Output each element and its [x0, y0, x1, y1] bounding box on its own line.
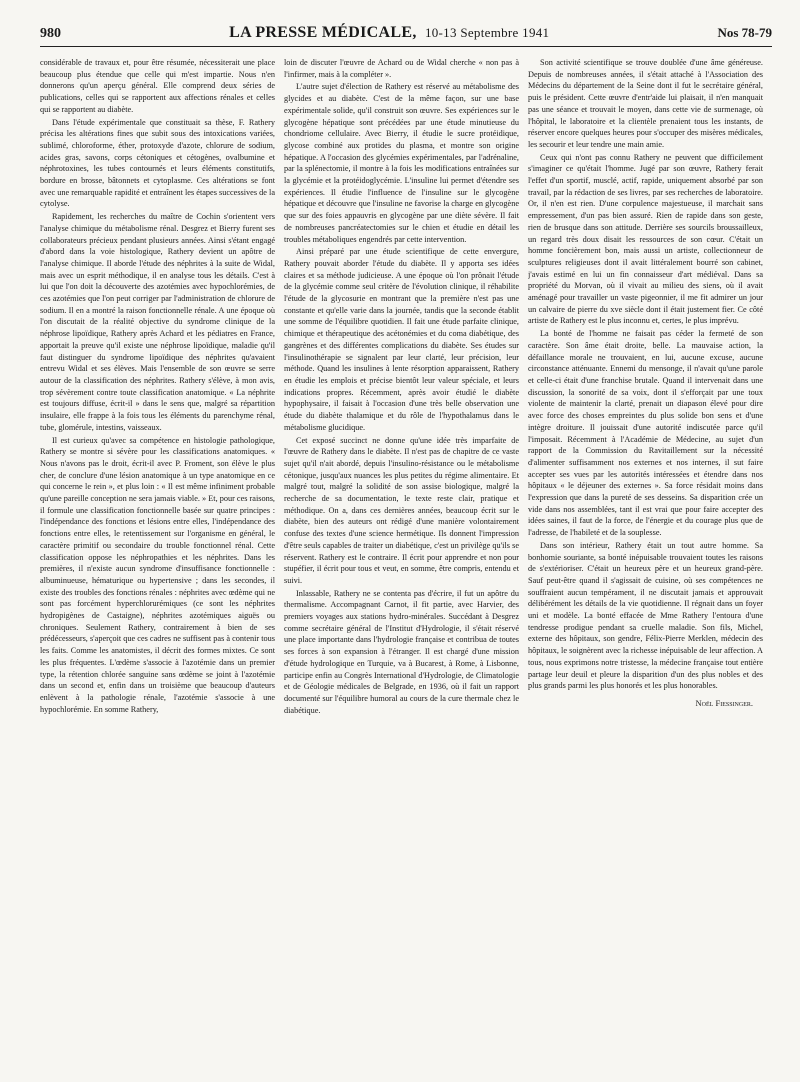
column-1 [40, 57, 275, 1062]
paragraph: considérable de travaux et, pour être résumée, nécessiterait une place beaucoup plus étendue que celle qui m'est impartie. Nous n'en donnerons qu'un aperçu général. Elle comprend deux séries de publications, celles qui se rapportent aux affections rénales et celles qui se rapportent au diabète. [40, 58, 275, 114]
paragraph: Dans l'étude expérimentale que constituait sa thèse, F. Rathery précisa les altérations fines que subit sous des intoxications variées, sublimé, chloroforme, éther, protoxyde d'azote, chlorure de sodium, acides gras, savons, corps cétoniques et cétogènes, ovalbumine et néphrotoxines, les tubes contournés et leurs éléments constitutifs, bordure en brosse, bâtonnets et cytoplasme. Ces altérations se font avec une remarquable rapidité et entraînent les étapes successives de la cytolyse. [40, 117, 275, 209]
journal-masthead [229, 24, 549, 42]
article-body [40, 57, 772, 1062]
paragraph: La bonté de l'homme ne faisait pas céder la fermeté de son caractère. Son âme était droite, belle. La mauvaise action, la défaillance morale ne trouvaient, en lui, aucune excuse, aucune circonstance atténuante. Ennemi du mensonge, il n'avait qu'une parole et celle-ci était d'une franchise brutale. Quand il intervenait dans une discussion, la sonorité de sa voix, dont il s'efforçait par une toux violente de maintenir la clarté, prenait un diapason élevé pour dire avec force des choses empreintes du plus solide bon sens et d'une intègre droiture. Il jouissait d'une autorité indiscutée parce qu'il l'imposait. Récemment à l'Académie de Médecine, au sujet d'un rapport de la Commission du Ravitaillement sur la nécessité d'alimenter suffisamment nos externes et nos internes, il sut faire accepter ses vues par les autorités intéressées et étendre dans nos hôpitaux « le déjeuner des externes ». Sa force résidait moins dans l'expression que dans la pureté de ses desseins. Sa disparition crée un vide dans nos assemblées, tant il est vrai que pour faire accepter des idées saines, il faut de la force, de l'énergie et du courage plus que de l'adresse, de l'habileté et de la souplesse. [528, 329, 763, 538]
issue-number: Nos 78-79 [717, 25, 772, 40]
page-header [40, 24, 772, 47]
column-3 [528, 57, 763, 1062]
page-number: 980 [40, 26, 61, 41]
paragraph: L'autre sujet d'élection de Rathery est réservé au métabolisme des glycides et au diabète. C'est de la même façon, sur une base expérimentale solide, qu'il construit son œuvre. Ses expériences sur le glycogène hépatique sont précédées par une étude minutieuse du chondriome cellulaire. Avec Bierry, il étudie le sucre protéidique, glycose combiné aux protides du plasma, et montre son origine hépatique. A l'occasion des glycémies expérimentales, par l'adrénaline, par la splénectomie, il montre à la fois les modifications entraînées sur la glycémie et la protéidoglycémie. L'insuline lui permet d'étendre ses expériences. Il étudie l'influence de l'insuline sur le glycogène hépatique et découvre que l'insuline ne favorise la charge en glycogène que sur des foies appauvris en glycogène par une diète sévère. Il fait de nombreuses pancréatectomies sur le chien et étudie en détail les troubles métaboliques engendrés par cette intervention. [284, 82, 519, 244]
paragraph: Inlassable, Rathery ne se contenta pas d'écrire, il fut un apôtre du thermalisme. Accompagnant Carnot, il fit partie, avec Harvier, des premiers voyages aux stations hydro-minérales. Succédant à Desgrez comme secrétaire général de l'Institut d'Hydrologie, il s'était réservé une place importante dans l'hydrologie française et contribua de toutes ses forces à son expansion à l'étranger. Il est chargé d'une mission d'étude hydrologique en Turquie, va à Bucarest, à Rome, à Lisbonne, participe enfin au Congrès International d'Hydrologie, de Climatologie et de Géologie médicales de Belgrade, en 1936, où il fait un rapport documenté sur l'équilibre humoral au cours de la cure thermale chez le diabétique. [284, 588, 519, 715]
paragraph: Il est curieux qu'avec sa compétence en histologie pathologique, Rathery se montre si sévère pour les classifications anatomiques. « Nous n'avons pas le droit, écrit-il avec P. Froment, son élève le plus cher, de conclure d'une lésion anatomique à un type anatomique en ce qui concerne le rein », et plus loin : « Il est même infiniment probable qu'une pareille conception ne sera jamais viable. » Et, pour ces raisons, il formule une classification fonctionnelle basée sur quatre principes : l'indépendance des fonctions et lésions entre elles, l'indépendance des fonctions entre elles, le retentissement sur l'organisme en général, le caractère primitif ou secondaire du trouble fonctionnel rénal. Cette classification oppose les néphropathies et les néphrites. Dans les premières, il n'existe aucun syndrome d'insuffisance fonctionnelle : albuminueuse, hématurique ou hypertensive ; dans les secondes, il existe des troubles des fonctions rénales : néphrites avec œdème qui ne sont pas forcément hyperchlorurémiques (ce sont les néphrites hydropigènes de Castaigne), néphrites azotémiques aiguës ou chroniques. Seulement Rathery, contrairement à bien de ses prédécesseurs, s'aperçoit que ces cadres ne suffisent pas à contenir tous les faits. Comme les anatomistes, il décrit des formes mixtes. Ce sont les plus fréquentes. L'œdème s'associe à l'azotémie dans un premier type, la rétention chlorée sanguine sans œdème se joint à l'azotémie dans un second et, enfin dans un troisième que beaucoup d'auteurs enlèvent à la pathologie rénale, l'azotémie s'associe à une hypochlorémie. En somme Rathery, [40, 435, 275, 714]
paragraph: Son activité scientifique se trouve doublée d'une âme généreuse. Depuis de nombreuses années, il s'était attaché à l'Association des Médecins du département de la Seine dont il fut le secrétaire général, puis le président. Cette œuvre d'entr'aide lui plaisait, il n'en manquait pas une séance et trouvait le moyen, dans cette vie de surmenage, où l'hôpital, le laboratoire et la clientèle prenaient tous les instants, de réserver encore quelques heures pour s'occuper des misères médicales, les secourir et leur tendre une main amie. [528, 58, 763, 149]
paragraph: loin de discuter l'œuvre de Achard ou de Widal cherche « non pas à l'infirmer, mais à la compléter ». [284, 58, 519, 79]
paragraph: Ainsi préparé par une étude scientifique de cette envergure, Rathery pouvait aborder l'étude du diabète. Il y apporta ses idées claires et sa méthode judicieuse. A une époque où l'on prônait l'étude de la glycémie comme seul critère de l'évolution clinique, il réhabilite l'étude de la glycosurie en montrant que la première n'est pas une constante et qu'elle varie dans la journée, tandis que la seconde établit une somme de l'équilibre quotidien. Il fait une étude parfaite clinique, chimique et thérapeutique des acétonémies et du coma diabétique, des gangrènes et des différentes complications du diabète. Ses études sur l'insulinothérapie se signalent par leur clarté, leur précision, leur méthode. Quand les insulines à lente résorption apparaissent, Rathery en étudie les emplois et précise bientôt leur valeur spéciale, et leurs indications propres. Récemment, après avoir étudié le diabète hypophysaire, il faisait à l'occasion d'une très belle observation une étude du diabète thalamique et du rôle de l'hypothalamus dans le métabolisme glucidique. [284, 247, 519, 432]
column-2 [284, 57, 519, 1062]
author-signature: Noël Fiessinger. [695, 697, 753, 708]
paragraph: Rapidement, les recherches du maître de Cochin s'orientent vers l'analyse chimique du métabolisme rénal. Desgrez et Bierry furent ses collaborateurs précieux pendant plusieurs années. Ainsi s'étant engagé d'abord dans la voie histologique, Rathery devient un apôtre de l'analyse chimique. Il aborde l'étude des néphrites à la suite de Widal, mais avec un esprit méthodique, il en analyse tous les détails. C'est à lui que l'on doit la découverte des azotémies avec hypochlorémies, de ces azotémies que l'on peut corriger par l'administration de chlorure de sodium. Il en a montré la raison fonctionnelle rénale. A une époque où l'on discutait de la réalité objective du syndrome clinique de la néphrose lipoïdique, Rathery après Achard et les pédiatres en France, apportait la preuve qu'il existe une néphrose lipoïdique, maladie qu'il faut distinguer du syndrome lipoïdique des néphrites qu'avaient entrevu Widal et ses élèves. Mais l'ensemble de son œuvre se serre autour de la classification des néphrites. Rathery s'élève, à mon avis, trop sévèrement contre toute classification anatomique. « La néphrite est toujours diffuse, écrit-il » dans le sens que, malgré sa répartition insulaire, elle frappe à la fois tous les éléments du parenchyme rénal, tube, glomérule, intestins, vaisseaux. [40, 212, 275, 432]
issue-date: 10-13 Septembre 1941 [424, 25, 550, 40]
paragraph: Cet exposé succinct ne donne qu'une idée très imparfaite de l'œuvre de Rathery dans le diabète. Il n'est pas de chapitre de ce vaste sujet qu'il n'ait abordé, depuis l'insulino-résistance ou le métabolisme cétonique, jusqu'aux nuances les plus petites du régime alimentaire. Et malgré tout, malgré la solidité de son assise biologique, malgré la recherche de sa documentation, le texte reste clair, pratique et méthodique. On a, dans ces dernières années, beaucoup écrit sur le diabète, bien des auteurs ont rédigé d'une manière volontairement confuse des textes d'une science hermétique. Ils donnent l'impression d'être seuls capables de traiter un diabétique, c'est un privilège qu'ils se réservent. Rathery est le contraire. Il écrit pour apprendre et non pour stupéfier, il écrit pour tous et veut, en somme, être compris, entendu et suivi. [284, 435, 519, 585]
paragraph: Ceux qui n'ont pas connu Rathery ne peuvent que difficilement s'imaginer ce qu'était l'homme. Jugé par son œuvre, Rathery ferait l'effet d'un sportif, musclé, actif, rapide, uniquement absorbé par son travail, par la rédaction de ses livres, par ses recherches de laboratoire. Or, il n'en est rien. D'une corpulence majestueuse, il marchait sans empressement, d'un pas bien assuré. Rien de rapide dans son geste, rien de brusque dans son attitude. Derrière ses sourcils broussailleux, un regard très doux disait les ressources de son cœur. C'était un homme foncièrement bon, mais aussi un artiste, collectionneur de sculptures religieuses dont il avait littéralement bourré son cabinet, j'avais estimé en lui un fin connaisseur d'art médiéval. Dans sa propriété du Morvan, où il vivait au milieu des siens, où il avait aménagé pour travailler un vaste pigeonnier, il me fit admirer un jour un calvaire de pierre du xve siècle dont il était justement fier. Ce côté artiste de Rathery est le plus inconnu et, certes, le plus imprévu. [528, 152, 763, 326]
paragraph: Dans son intérieur, Rathery était un tout autre homme. Sa bonhomie souriante, sa bonté inépuisable trouvaient toutes les raisons de s'extérioriser. C'était un heureux père et un heureux grand-père. Sauf peut-être quand il s'agissait de cuisine, où ses compétences ne souffraient aucun tempérament, il ne discutait jamais et approuvait délibérément les détails de la vie quotidienne. Il régnait dans un foyer uni et modèle. La bonté effacée de Mme Rathery l'entoura d'une tendresse prodigue pendant sa cruelle maladie. Son fils, Michel, externe des hôpitaux, son gendre, Félix-Pierre Merklen, médecin des hôpitaux, le soignèrent avec la richesse inépuisable de leur affection. A tous, nous exprimons notre tristesse, la médecine française tout entière partage leur deuil et pleure la disparition d'un des plus nobles et des plus grands parmi les plus honorés et les plus honorables. [528, 540, 763, 691]
journal-title: LA PRESSE MÉDICALE, [229, 24, 417, 41]
